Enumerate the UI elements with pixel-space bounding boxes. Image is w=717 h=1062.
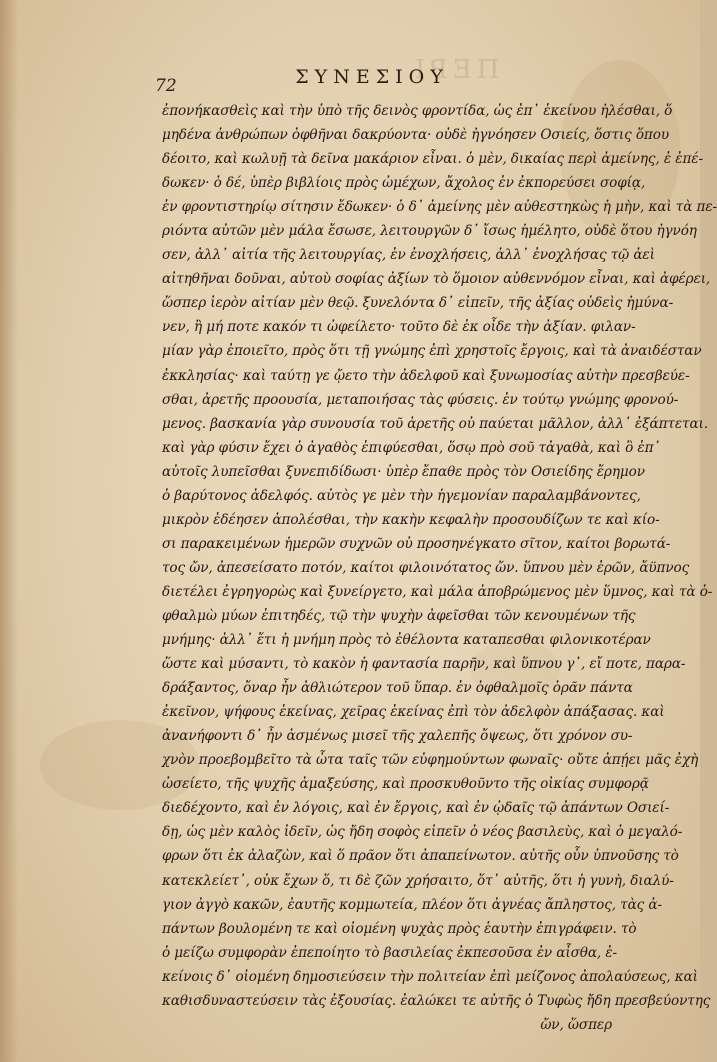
text-line: καὶ γὰρ φύσιν ἔχει ὁ ἀγαθὸς ἐπιφύεσθαι, ὅσῳ πρὸ σοῦ τἀγαθὰ, καὶ ὃ ἐπ᾽ bbox=[162, 439, 661, 456]
text-line: μίαν γὰρ ἐποιεῖτο, πρὸς ὅτι τῇ γνώμης ἐπὶ χρηστοῖς ἔργοις, καὶ τὰ ἀναιδέσταν bbox=[162, 343, 702, 360]
text-line: ριόντα αὐτῶν μὲν μάλα ἔσωσε, λειτουργῶν δ᾽ ἴσως ἡμέλητο, οὐδὲ ὅτου ἠγνόη bbox=[162, 223, 697, 240]
text-line: δωκεν· ὁ δέ, ὑπὲρ βιβλίοις πρὸς ὠμέχων, ἄχολος ἐν ἐκπορεύσει σοφίᾳ, bbox=[162, 175, 646, 192]
text-line: κείνοις δ᾽ οἰομένη δημοσιεύσειν τὴν πολιτείαν ἐπὶ μείζονος ἀπολαύσεως, καὶ bbox=[162, 968, 698, 985]
text-line: φρων ὅτι ἐκ ἀλαζὼν, καὶ ὅ πρᾶον ὅτι ἀπαπείνωτον. αὐτῆς οὖν ὑπνοῦσης τὸ bbox=[162, 848, 679, 865]
text-line: ὁ μείζω συμφορὰν ἐπεποίητο τὸ βασιλείας ἐκπεσοῦσα ἐν αἶσθα, ἐ- bbox=[162, 944, 618, 961]
text-line: νεν, ἢ μή ποτε κακόν τι ὠφείλετο· τοῦτο δὲ ἐκ οἶδε τὴν ἀξίαν. φιλαν- bbox=[162, 319, 636, 336]
text-line: δῃ, ὡς μὲν καλὸς ἰδεῖν, ὡς ἤδη σοφὸς εἰπεῖν ὁ νέος βασιλεὺς, καὶ ὁ μεγαλό- bbox=[162, 824, 683, 841]
page-gutter-shadow bbox=[0, 0, 18, 1062]
text-line: δράξαντος, ὄναρ ἦν ἀθλιώτερον τοῦ ὕπαρ. ἐν ὀφθαλμοῖς ὁρᾶν πάντα bbox=[162, 680, 633, 697]
text-line: ὁ βαρύτονος ἀδελφός. αὐτὸς γε μὲν τὴν ἡγεμονίαν παραλαμβάνοντες, bbox=[162, 487, 641, 504]
text-line: πάντων βουλομένη τε καὶ οἰομένη ψυχὰς πρὸς ἑαυτὴν ἐπιγράφειν. τὸ bbox=[162, 920, 637, 937]
text-line: γιον ἀγγὸ κακῶν, ἐαυτῆς κομμωτεία, πλέον ὅτι ἀγνέας ἄπληστος, τὰς ἀ- bbox=[162, 896, 662, 913]
text-line bbox=[162, 1013, 612, 1037]
text-line: αἰτηθῆναι δοῦναι, αὐτοὺ σοφίας ἀξίων τὸ ὅμοιον αὐθεννόμον εἶναι, καὶ ἀφέρει, bbox=[162, 271, 711, 288]
text-line: ἐκκλησίας· καὶ ταύτῃ γε ᾤετο τὴν ἀδελφοῦ καὶ ξυνωμοσίας αὐτὴν πρεσβεύε- bbox=[162, 367, 690, 384]
text-line: ἐκεῖνον, ψήφους ἐκείνας, χεῖρας ἐκείνας ἐπὶ τὸν ἀδελφὸν ἀπάξασας. καὶ bbox=[162, 704, 665, 721]
text-line: σθαι, ἀρετῆς προουσία, μεταποιήσας τὰς φύσεις. ἐν τούτῳ γνώμης φρονού- bbox=[162, 391, 679, 408]
show-through-ink: ΠΕΡΙ bbox=[410, 55, 500, 85]
text-line: ἐν φροντιστηρίῳ σίτησιν ἔδωκεν· ὁ δ᾽ ἀμείνης μὲν αὐθεστηκὼς ἡ μὴν, καὶ τὰ πε- bbox=[162, 199, 717, 216]
text-line: τος ὤν, ἀπεσείσατο ποτόν, καίτοι φιλοινότατος ὤν. ὕπνου μὲν ἐρῶν, ἄϋπνος bbox=[162, 559, 690, 576]
catchword: ὤν, ὥσπερ bbox=[540, 1016, 612, 1033]
text-line: μνήμης· ἀλλ᾽ ἔτι ἡ μνήμη πρὸς τὸ ἐθέλοντα καταπεσθαι φιλονικοτέραν bbox=[162, 632, 651, 649]
running-head: ΣΥΝΕΣΙΟΥ bbox=[295, 66, 449, 88]
text-line: ὥστε καὶ μύσαντι, τὸ κακὸν ἡ φαντασία παρῆν, καὶ ὕπνου γ᾽, εἴ ποτε, παρα- bbox=[162, 656, 686, 673]
text-line: μενος. βασκανία γὰρ συνουσία τοῦ ἀρετῆς οὐ παύεται μᾶλλον, ἀλλ᾽ ἐξάπτεται. bbox=[162, 415, 708, 432]
text-line: καθισδυναστεύσειν τὰς ἐξουσίας. ἐαλώκει τε αὐτῆς ὁ Τυφὼς ἤδη πρεσβεύοντης bbox=[162, 992, 711, 1009]
text-line: χνὸν προεβομβεῖτο τὰ ὦτα ταῖς τῶν εὐφημούντων φωναῖς· οὔτε ἀπῄει μᾶς ἐχὴ bbox=[162, 752, 699, 769]
text-line: ἀνανήφοντι δ᾽ ἦν ἀσμένως μισεῖ τῆς χαλεπῆς ὄψεως, ὅτι χρόνον συ- bbox=[162, 728, 633, 745]
text-line: δέοιτο, καὶ κωλυῇ τὰ δεῖνα μακάριον εἶναι. ὁ μὲν, δικαίας περὶ ἀμείνης, ἐ ἐπέ- bbox=[162, 151, 703, 168]
text-line: διετέλει ἐγρηγορὼς καὶ ξυνείργετο, καὶ μάλα ἀποβρώμενος μὲν ὕμνος, καὶ τὰ ὀ- bbox=[162, 583, 713, 600]
greek-text-block bbox=[162, 99, 717, 1037]
text-line: ἐπονήκασθεὶς καὶ τὴν ὑπὸ τῆς δεινὸς φροντίδα, ὡς ἐπ᾽ ἐκείνου ἠλέσθαι, ὅ bbox=[162, 103, 673, 119]
text-line: σι παρακειμένων ἡμερῶν συχνῶν οὐ προσηνέγκατο σῖτον, καίτοι βορωτά- bbox=[162, 535, 671, 552]
text-line: ὥσπερ ἱερὸν αἰτίαν μὲν θεῷ. ξυνελόντα δ᾽ εἰπεῖν, τῆς ἀξίας οὐδεὶς ἠμύνα- bbox=[162, 295, 674, 312]
text-line: κατεκλείετ᾽, οὐκ ἔχων ὅ, τι δὲ ζῶν χρήσαιτο, ὅτ᾽ αὐτῆς, ὅτι ἡ γυνὴ, διαλύ- bbox=[162, 872, 674, 889]
text-line: φθαλμὼ μύων ἐπιτηδές, τῷ τὴν ψυχὴν ἀφεῖσθαι τῶν κενουμένων τῆς bbox=[162, 607, 636, 624]
text-line: σεν, ἀλλ᾽ αἰτία τῆς λειτουργίας, ἐν ἐνοχλήσεις, ἀλλ᾽ ἐνοχλήσας τῷ ἀεὶ bbox=[162, 247, 655, 264]
text-line: μηδένα ἀνθρώπων ὀφθῆναι δακρύοντα· οὐδὲ ἠγνόησεν Οσιείς, ὅστις ὅπου bbox=[162, 127, 669, 144]
page-number: 72 bbox=[155, 76, 177, 96]
text-line: διεδέχοντο, καὶ ἐν λόγοις, καὶ ἐν ἔργοις, καὶ ἐν ᾠδαῖς τῷ ἀπάντων Οσιεί- bbox=[162, 800, 670, 817]
text-line: ὠσείετο, τῆς ψυχῆς ἀμαξεύσης, καὶ προσκυθοῦντο τῆς οἰκίας συμφορᾷ bbox=[162, 776, 649, 793]
text-line: μικρὸν ἐδέησεν ἀπολέσθαι, τὴν κακὴν κεφαλὴν προσουδίζων τε καὶ κίο- bbox=[162, 511, 660, 528]
text-line: αὐτοῖς λυπεῖσθαι ξυνεπιδίδωσι· ὑπὲρ ἔπαθε πρὸς τὸν Οσιείδης ἔρημον bbox=[162, 463, 645, 480]
